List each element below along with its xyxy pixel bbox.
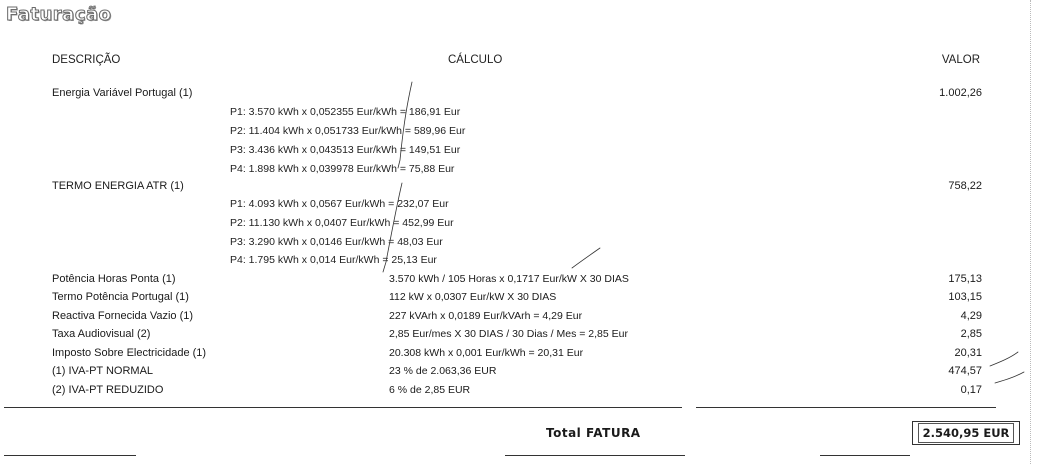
- header-calculation: CÁLCULO: [448, 54, 503, 66]
- calc-line: P1: 3.570 kWh x 0,052355 Eur/kWh = 186,91 Eur: [230, 106, 461, 118]
- row-calculation: 112 kW x 0,0307 Eur/kW X 30 DIAS: [389, 291, 557, 303]
- row-calculation: 6 % de 2,85 EUR: [389, 384, 471, 396]
- total-value: 2.540,95 EUR: [918, 423, 1015, 443]
- row-value: 103,15: [948, 291, 982, 303]
- row-calculation: 23 % de 2.063,36 EUR: [389, 365, 497, 377]
- row-description: Taxa Audiovisual (2): [52, 328, 151, 340]
- check-mark-icon: [398, 82, 412, 168]
- row-value: 4,29: [960, 310, 982, 322]
- row-calculation: 227 kVArh x 0,0189 Eur/kVArh = 4,29 Eur: [389, 310, 583, 322]
- row-description: Potência Horas Ponta (1): [52, 273, 176, 285]
- check-mark-icon: [572, 248, 600, 268]
- calc-line: P1: 4.093 kWh x 0,0567 Eur/kWh = 232,07 Eur: [230, 198, 449, 210]
- calc-line: P3: 3.436 kWh x 0,043513 Eur/kWh = 149,51 Eur: [230, 144, 461, 156]
- row-value: 175,13: [948, 273, 982, 285]
- calc-line: P3: 3.290 kWh x 0,0146 Eur/kWh = 48,03 Eur: [230, 236, 443, 248]
- row-description: Reactiva Fornecida Vazio (1): [52, 310, 194, 322]
- row-value: 2,85: [960, 328, 982, 340]
- row-description: Imposto Sobre Electricidade (1): [52, 347, 207, 359]
- header-value: VALOR: [941, 54, 980, 66]
- group-value-energia-variavel: 1.002,26: [939, 87, 982, 99]
- group-value-termo-energia: 758,22: [948, 180, 982, 192]
- row-description: Termo Potência Portugal (1): [52, 291, 189, 303]
- check-mark-icon: [383, 183, 402, 272]
- row-calculation: 2,85 Eur/mes X 30 DIAS / 30 Dias / Mes = 2,85 Eur: [389, 328, 628, 340]
- row-value: 474,57: [948, 365, 982, 377]
- check-mark-icon: [990, 352, 1018, 366]
- row-description: (2) IVA-PT REDUZIDO: [52, 384, 164, 396]
- page-title: Faturação: [6, 4, 112, 25]
- row-calculation: 3.570 kWh / 105 Horas x 0,1717 Eur/kW X 30 DIAS: [389, 273, 629, 285]
- row-value: 20,31: [954, 347, 982, 359]
- row-description: (1) IVA-PT NORMAL: [52, 365, 154, 377]
- calc-line: P4: 1.898 kWh x 0,039978 Eur/kWh = 75,88 Eur: [230, 163, 455, 175]
- calc-line: P4: 1.795 kWh x 0,014 Eur/kWh = 25,13 Eur: [230, 254, 437, 266]
- total-label: Total FATURA: [546, 426, 641, 440]
- header-description: DESCRIÇÃO: [52, 54, 121, 66]
- calc-line: P2: 11.130 kWh x 0,0407 Eur/kWh = 452,99 Eur: [230, 217, 454, 229]
- calc-line: P2: 11.404 kWh x 0,051733 Eur/kWh = 589,96 Eur: [230, 125, 466, 137]
- group-title-termo-energia: TERMO ENERGIA ATR (1): [52, 180, 184, 192]
- row-value: 0,17: [960, 384, 982, 396]
- check-mark-icon: [995, 372, 1024, 383]
- row-calculation: 20.308 kWh x 0,001 Eur/kWh = 20,31 Eur: [389, 347, 584, 359]
- group-title-energia-variavel: Energia Variável Portugal (1): [52, 87, 193, 99]
